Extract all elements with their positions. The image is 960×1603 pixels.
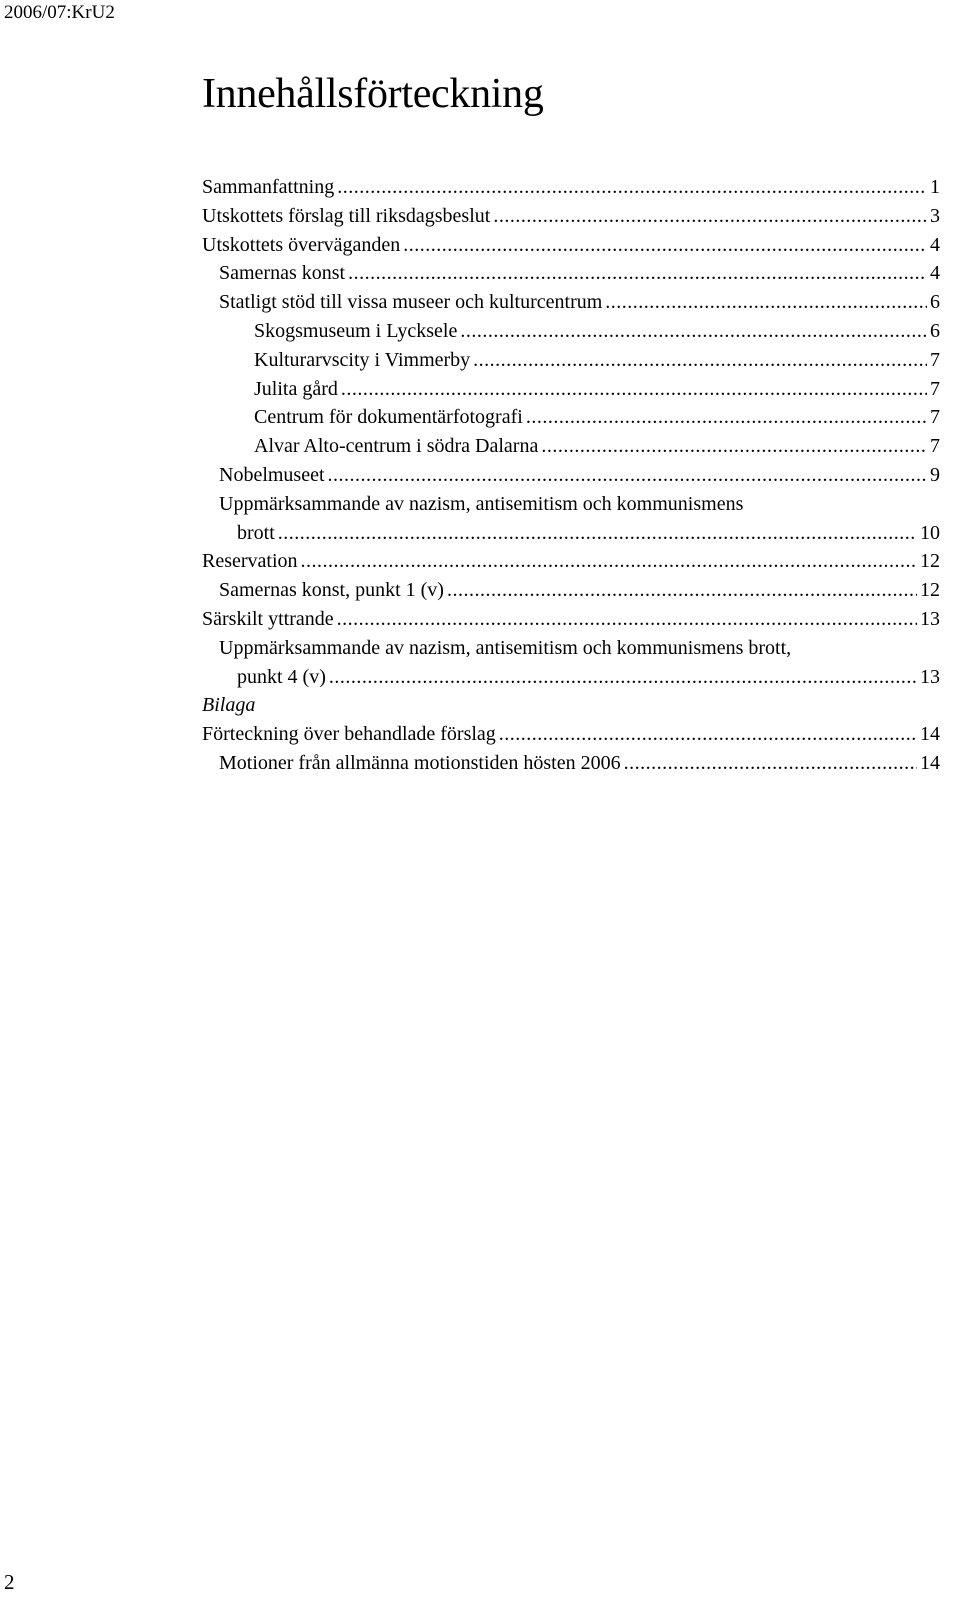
toc-entry-label: Samernas konst (219, 262, 346, 285)
toc-entry-page: 6 (930, 291, 940, 314)
dot-leader (337, 173, 927, 202)
toc-entry-sammanfattning[interactable] (202, 173, 940, 202)
toc-entry-nobelmuseet[interactable] (202, 461, 940, 490)
toc-entry-samernas-konst-punkt-1[interactable] (202, 576, 940, 605)
toc-entry-label: Alvar Alto-centrum i södra Dalarna (254, 435, 539, 458)
toc-entry-label: Nobelmuseet (219, 463, 325, 486)
dot-leader (447, 576, 917, 605)
dot-leader (541, 432, 927, 461)
toc-entry-page: 7 (930, 406, 940, 429)
toc-entry-label: Uppmärksammande av nazism, antisemitism och kommunismens brott, (219, 636, 792, 659)
document-reference: 2006/07:KrU2 (4, 2, 115, 23)
toc-entry-label: Kulturarvscity i Vimmerby (254, 348, 471, 371)
page-title: Innehållsförteckning (202, 71, 544, 117)
toc-entry-uppmarksammande-cont[interactable] (202, 519, 940, 548)
toc-entry-page: 1 (930, 176, 940, 198)
toc-entry-label: Centrum för dokumentärfotografi (254, 406, 523, 429)
toc-entry-page: 6 (930, 319, 940, 342)
dot-leader (460, 317, 927, 346)
toc-entry-label: Motioner från allmänna motionstiden hösten 2006 (219, 751, 621, 774)
toc-entry-dokumentarfotografi[interactable] (202, 403, 940, 432)
dot-leader (605, 288, 927, 317)
toc-entry-page: 3 (930, 204, 940, 227)
toc-entry-page: 7 (930, 377, 940, 400)
toc-entry-statligt-stod[interactable] (202, 288, 940, 317)
toc-entry-sarskilt-yttrande[interactable] (202, 605, 940, 634)
toc-entry-label: Reservation (202, 550, 298, 573)
dot-leader (329, 663, 917, 692)
toc-entry-page: 7 (930, 348, 940, 371)
toc-entry-page: 7 (930, 435, 940, 458)
dot-leader (348, 259, 927, 288)
toc-entry-forteckning[interactable] (202, 720, 940, 749)
toc-heading-label: Bilaga (202, 694, 256, 717)
toc-entry-page: 13 (920, 607, 940, 630)
toc-entry-label: Skogsmuseum i Lycksele (254, 319, 458, 342)
toc-entry-skogsmuseum[interactable] (202, 317, 940, 346)
toc-entry-utskottets-overvaganden[interactable] (202, 231, 940, 260)
toc-entry-label: Utskottets förslag till riksdagsbeslut (202, 204, 491, 227)
toc-heading-bilaga (202, 691, 940, 720)
dot-leader (499, 720, 917, 749)
toc-entry-label-continued: punkt 4 (v) (237, 665, 326, 688)
dot-leader (403, 231, 927, 260)
toc-entry-label: Uppmärksammande av nazism, antisemitism och kommunismens (219, 492, 744, 515)
toc-entry-label: Särskilt yttrande (202, 607, 334, 630)
toc-entry-page: 13 (920, 665, 940, 688)
dot-leader (493, 202, 927, 231)
toc-entry-page: 14 (920, 751, 940, 774)
page-number: 2 (4, 1570, 15, 1594)
toc-entry-label: Förteckning över behandlade förslag (202, 723, 496, 746)
dot-leader (526, 403, 927, 432)
toc-entry-samernas-konst[interactable] (202, 259, 940, 288)
toc-entry-uppmarksammande-punkt-4-cont[interactable] (202, 663, 940, 692)
toc-entry-uppmarksammande-punkt-4[interactable] (202, 634, 940, 663)
table-of-contents (202, 173, 940, 778)
toc-entry-page: 9 (930, 463, 940, 486)
toc-entry-page: 10 (920, 521, 940, 544)
toc-entry-page: 4 (930, 233, 940, 256)
toc-entry-label: Samernas konst, punkt 1 (v) (219, 579, 444, 602)
toc-entry-reservation[interactable] (202, 547, 940, 576)
toc-entry-label: Sammanfattning (202, 176, 335, 198)
dot-leader (624, 749, 917, 778)
toc-entry-uppmarksammande[interactable] (202, 490, 940, 519)
dot-leader (301, 547, 917, 576)
dot-leader (328, 461, 927, 490)
toc-entry-label: Statligt stöd till vissa museer och kulturcentrum (219, 291, 603, 314)
toc-entry-label: Utskottets överväganden (202, 233, 401, 256)
toc-entry-label: Julita gård (254, 377, 338, 400)
toc-entry-page: 4 (930, 262, 940, 285)
toc-entry-page: 12 (920, 579, 940, 602)
toc-entry-page: 14 (920, 723, 940, 746)
toc-entry-label-continued: brott (237, 521, 275, 544)
dot-leader (278, 519, 917, 548)
dot-leader (473, 346, 927, 375)
toc-entry-kulturarvscity[interactable] (202, 346, 940, 375)
dot-leader (341, 375, 927, 404)
dot-leader (337, 605, 917, 634)
toc-entry-page: 12 (920, 550, 940, 573)
toc-entry-julita-gard[interactable] (202, 375, 940, 404)
toc-entry-motioner[interactable] (202, 749, 940, 778)
toc-entry-utskottets-forslag[interactable] (202, 202, 940, 231)
toc-entry-alvar-alto[interactable] (202, 432, 940, 461)
